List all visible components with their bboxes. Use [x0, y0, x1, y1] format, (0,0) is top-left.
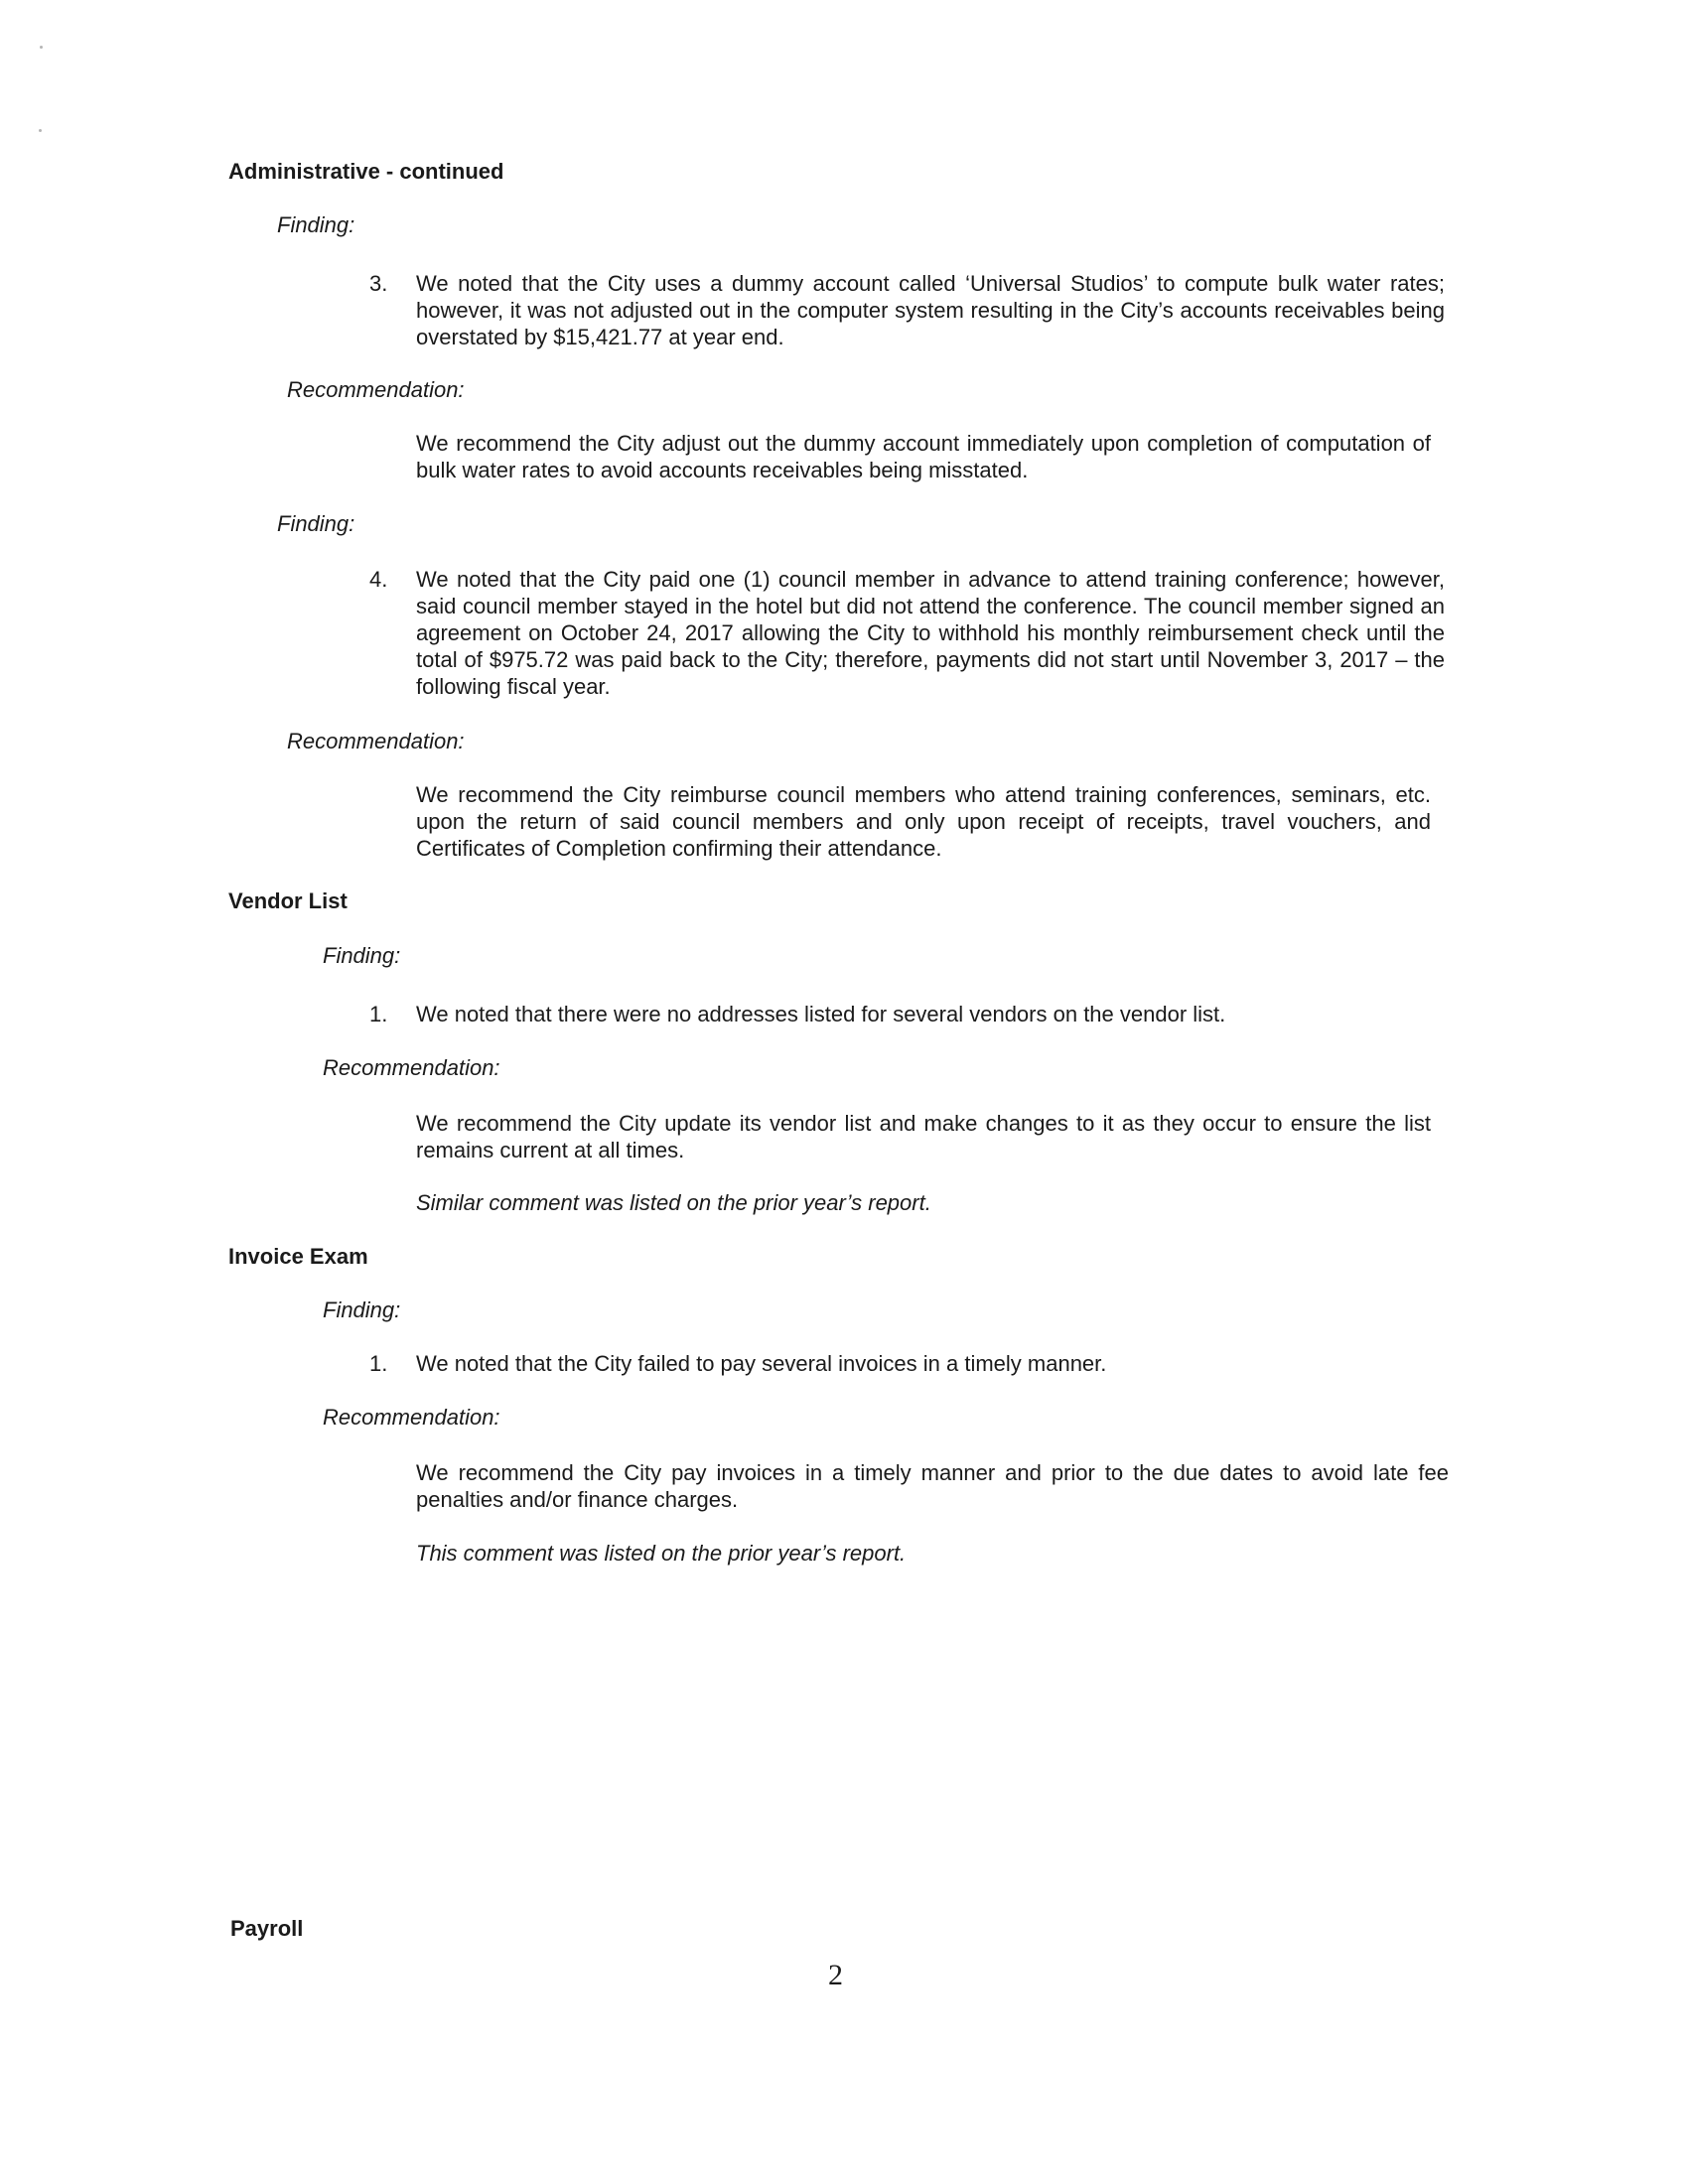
finding-number: 4. [369, 567, 388, 592]
page-number: 2 [828, 1959, 843, 1991]
finding-text: We noted that the City uses a dummy account called ‘Universal Studios’ to compute bulk water rates; however, it was not adjusted out in the computer system resulting in the City’s accounts receivables being overstated by $15,421.77 at year end. [416, 271, 1445, 349]
section-heading-payroll: Payroll [230, 1916, 304, 1941]
finding-text: We noted that the City failed to pay several invoices in a timely manner. [416, 1351, 1107, 1376]
recommendation-text: We recommend the City update its vendor list and make changes to it as they occur to ensure the list remains current at all times. [416, 1111, 1431, 1162]
section-heading-invoice-exam: Invoice Exam [228, 1244, 368, 1269]
finding-label: Finding: [277, 212, 355, 237]
finding-number: 3. [369, 271, 388, 296]
section-heading-vendor-list: Vendor List [228, 888, 348, 913]
finding-number: 1. [369, 1351, 388, 1376]
recommendation-label: Recommendation: [287, 377, 465, 402]
recommendation-text: We recommend the City adjust out the dummy account immediately upon completion of computation of bulk water rates to avoid accounts receivables being misstated. [416, 431, 1431, 482]
finding-text: We noted that the City paid one (1) council member in advance to attend training conference; however, said council member stayed in the hotel but did not attend the conference. The council member signed an agreement on October 24, 2017 allowing the City to withhold his monthly reimbursement check until the total of $975.72 was paid back to the City; therefore, payments did not start until November 3, 2017 – the following fiscal year. [416, 567, 1445, 699]
section-heading-administrative: Administrative - continued [228, 159, 504, 184]
scan-speck [40, 46, 43, 49]
recommendation-label: Recommendation: [287, 729, 465, 753]
prior-year-note: Similar comment was listed on the prior year’s report. [416, 1190, 931, 1215]
finding-text: We noted that there were no addresses listed for several vendors on the vendor list. [416, 1002, 1226, 1026]
recommendation-text: We recommend the City pay invoices in a timely manner and prior to the due dates to avoid late fee penalties and/or finance charges. [416, 1460, 1449, 1512]
prior-year-note: This comment was listed on the prior year’s report. [416, 1541, 907, 1566]
finding-number: 1. [369, 1002, 388, 1026]
recommendation-label: Recommendation: [323, 1055, 500, 1080]
recommendation-text: We recommend the City reimburse council members who attend training conferences, seminars, etc. upon the return of said council members and only upon receipt of receipts, travel vouchers, and Certificates of Completion confirming their attendance. [416, 782, 1431, 861]
recommendation-label: Recommendation: [323, 1405, 500, 1430]
finding-label: Finding: [277, 511, 355, 536]
scan-speck [39, 129, 42, 132]
finding-label: Finding: [323, 943, 401, 968]
finding-label: Finding: [323, 1297, 401, 1322]
